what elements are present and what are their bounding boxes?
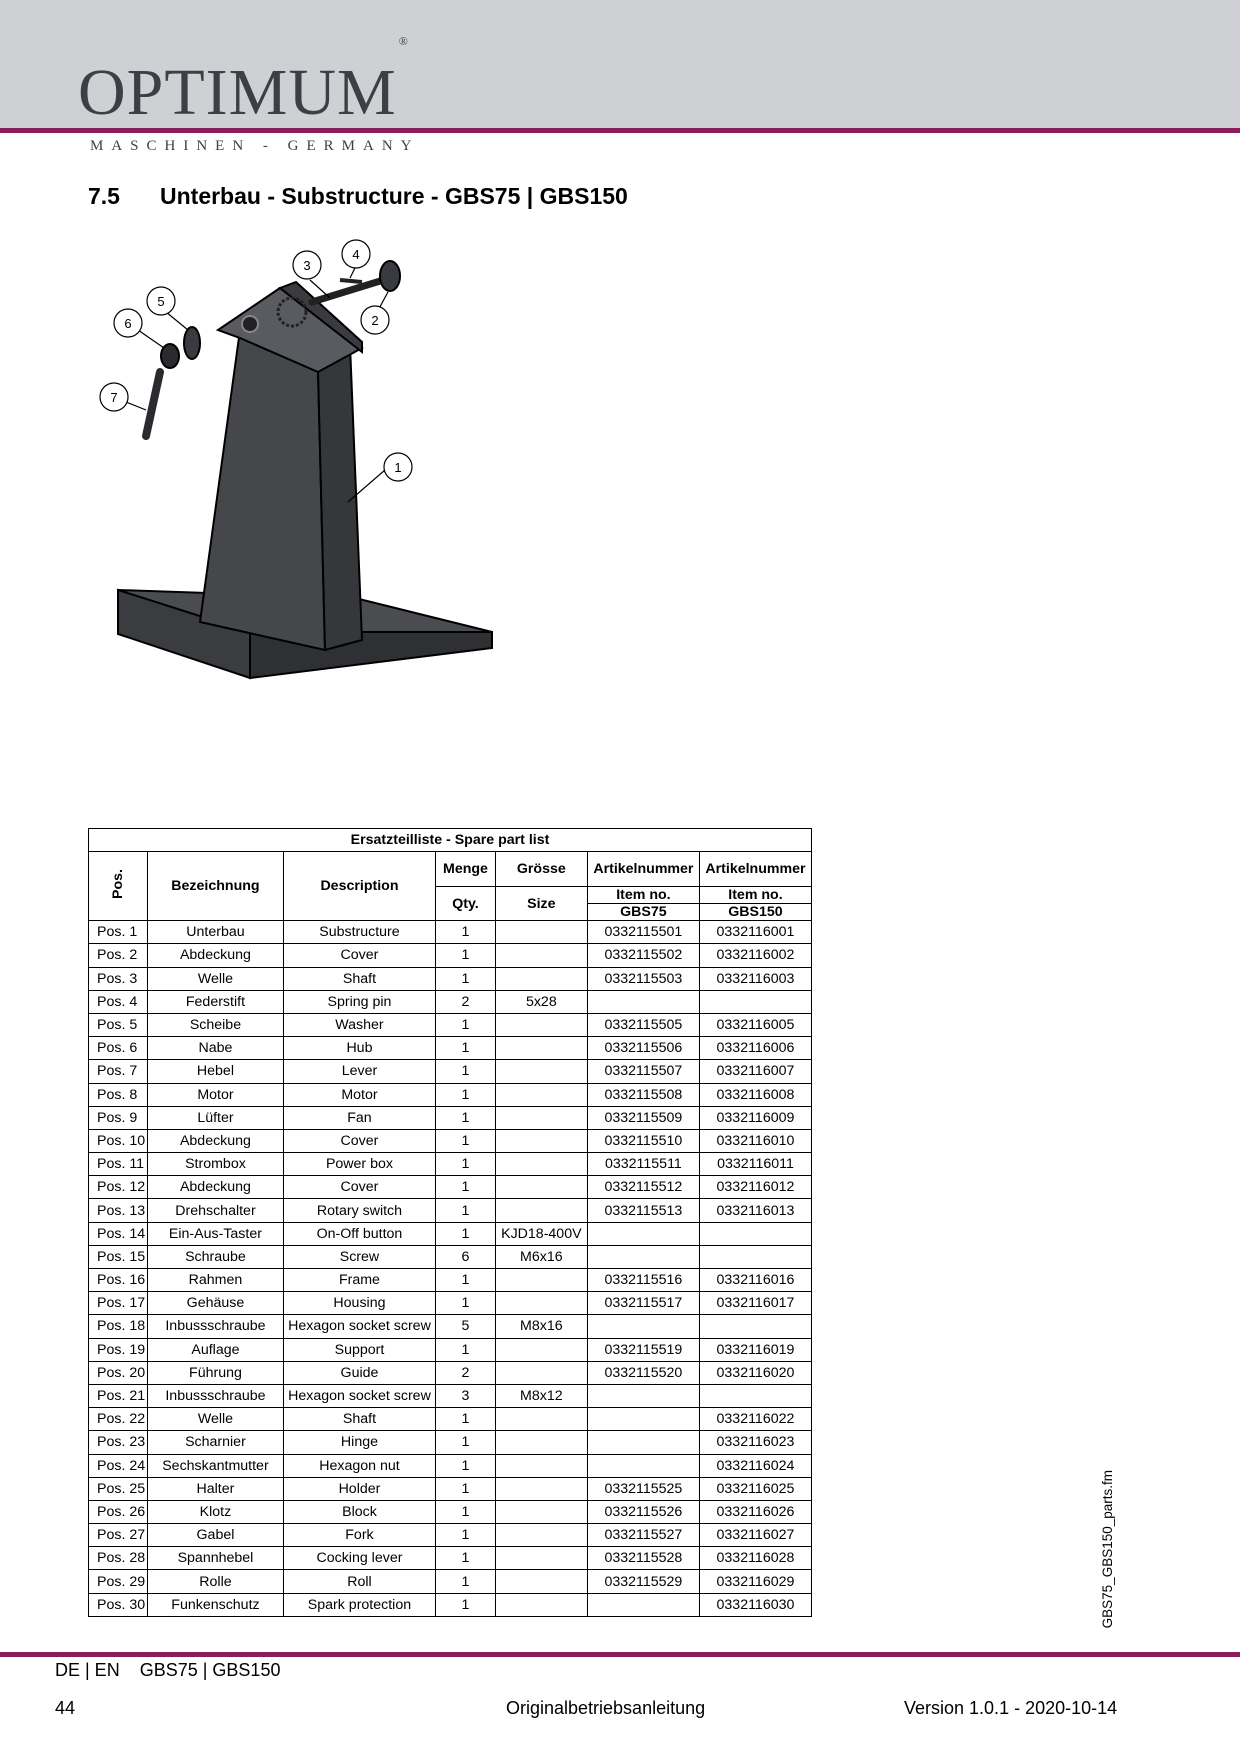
col-header-model-gbs75: GBS75 [587,904,699,921]
cell-item-gbs150 [699,1315,811,1338]
section-title [88,183,628,210]
spare-parts-table [88,828,812,1617]
brand-tagline: MASCHINEN - GERMANY [90,138,420,154]
cell-pos: Pos. 9 [89,1106,148,1129]
footer-document-type: Originalbetriebsanleitung [506,1698,706,1718]
cell-item-gbs75: 0332115502 [587,944,699,967]
footer-languages: DE | EN GBS75 | GBS150 [55,1660,281,1680]
cell-description: Roll [283,1570,435,1593]
cell-item-gbs75: 0332115528 [587,1547,699,1570]
cell-description: Cocking lever [283,1547,435,1570]
cell-item-gbs75 [587,1454,699,1477]
table-title: Ersatzteilliste - Spare part list [89,829,812,852]
svg-text:2: 2 [371,313,379,328]
svg-text:1: 1 [394,460,402,475]
cell-item-gbs75: 0332115501 [587,921,699,944]
cell-item-gbs75: 0332115508 [587,1083,699,1106]
cell-qty: 1 [436,1454,496,1477]
cell-bezeichnung: Hebel [148,1060,284,1083]
callout-5 [147,287,188,330]
cell-item-gbs75: 0332115505 [587,1013,699,1036]
cell-size [495,1153,587,1176]
cell-qty: 1 [436,1570,496,1593]
cell-item-gbs75 [587,1222,699,1245]
cell-item-gbs150 [699,1245,811,1268]
cell-size [495,1129,587,1152]
section-heading: Unterbau - Substructure - GBS75 | GBS150 [160,183,628,209]
cell-item-gbs150: 0332116020 [699,1361,811,1384]
cell-size [495,921,587,944]
svg-text:6: 6 [124,316,132,331]
cell-bezeichnung: Halter [148,1477,284,1500]
lever [146,372,160,436]
cell-bezeichnung: Federstift [148,990,284,1013]
cell-description: Block [283,1500,435,1523]
cell-item-gbs75: 0332115512 [587,1176,699,1199]
svg-text:7: 7 [110,390,118,405]
table-row [89,1315,812,1338]
col-header-item-gbs75: Item no. [587,887,699,904]
cell-item-gbs150: 0332116013 [699,1199,811,1222]
cell-description: Cover [283,944,435,967]
cell-pos: Pos. 13 [89,1199,148,1222]
cell-pos: Pos. 14 [89,1222,148,1245]
cell-item-gbs75 [587,1245,699,1268]
cell-item-gbs75: 0332115506 [587,1037,699,1060]
cell-pos: Pos. 17 [89,1292,148,1315]
cell-pos: Pos. 11 [89,1153,148,1176]
cell-bezeichnung: Führung [148,1361,284,1384]
cell-pos: Pos. 30 [89,1593,148,1616]
cell-item-gbs75: 0332115517 [587,1292,699,1315]
cell-qty: 1 [436,1500,496,1523]
cell-item-gbs75 [587,1315,699,1338]
cell-qty: 2 [436,990,496,1013]
exploded-view-drawing [100,247,520,780]
hub-right [380,261,400,291]
cell-description: On-Off button [283,1222,435,1245]
callout-1 [348,453,412,502]
cell-item-gbs75: 0332115503 [587,967,699,990]
cell-size [495,1454,587,1477]
cell-qty: 1 [436,1269,496,1292]
table-row [89,1500,812,1523]
footer-accent-line [0,1652,1240,1657]
cell-size [495,1338,587,1361]
cell-description: Fork [283,1524,435,1547]
cell-bezeichnung: Welle [148,1408,284,1431]
table-row [89,1106,812,1129]
cell-qty: 1 [436,1176,496,1199]
col-header-menge: Menge [436,852,496,887]
cell-description: Substructure [283,921,435,944]
cell-bezeichnung: Nabe [148,1037,284,1060]
col-header-size: Size [495,887,587,921]
cell-bezeichnung: Gehäuse [148,1292,284,1315]
cell-description: Rotary switch [283,1199,435,1222]
cell-size [495,1176,587,1199]
cell-qty: 1 [436,1292,496,1315]
cell-size [495,1547,587,1570]
cell-size: M8x16 [495,1315,587,1338]
cell-pos: Pos. 5 [89,1013,148,1036]
cell-qty: 1 [436,1199,496,1222]
section-number: 7.5 [88,183,120,209]
cell-item-gbs150: 0332116011 [699,1153,811,1176]
cell-pos: Pos. 8 [89,1083,148,1106]
cell-bezeichnung: Lüfter [148,1106,284,1129]
cell-pos: Pos. 24 [89,1454,148,1477]
cell-qty: 1 [436,921,496,944]
cell-item-gbs150: 0332116026 [699,1500,811,1523]
cell-size [495,1524,587,1547]
cell-description: Lever [283,1060,435,1083]
cell-qty: 1 [436,1083,496,1106]
cell-qty: 1 [436,1222,496,1245]
table-row [89,1037,812,1060]
cell-pos: Pos. 28 [89,1547,148,1570]
cell-description: Hexagon nut [283,1454,435,1477]
cell-pos: Pos. 12 [89,1176,148,1199]
parts-table-body [89,921,812,1617]
cell-item-gbs150: 0332116002 [699,944,811,967]
cell-size: 5x28 [495,990,587,1013]
cell-bezeichnung: Auflage [148,1338,284,1361]
cell-item-gbs150: 0332116003 [699,967,811,990]
cell-pos: Pos. 25 [89,1477,148,1500]
cell-item-gbs150 [699,990,811,1013]
cell-pos: Pos. 29 [89,1570,148,1593]
col-header-bezeichnung: Bezeichnung [148,852,284,921]
table-row [89,1361,812,1384]
cell-qty: 1 [436,1013,496,1036]
cell-qty: 3 [436,1384,496,1407]
cell-item-gbs150: 0332116025 [699,1477,811,1500]
table-row [89,1570,812,1593]
table-row [89,1477,812,1500]
cell-pos: Pos. 22 [89,1408,148,1431]
cell-size [495,1408,587,1431]
cell-size [495,1292,587,1315]
cell-item-gbs150: 0332116019 [699,1338,811,1361]
cell-description: Shaft [283,967,435,990]
cell-size [495,1013,587,1036]
cell-bezeichnung: Inbussschraube [148,1315,284,1338]
cell-pos: Pos. 1 [89,921,148,944]
cell-bezeichnung: Welle [148,967,284,990]
table-row [89,1431,812,1454]
cell-description: Support [283,1338,435,1361]
cell-pos: Pos. 19 [89,1338,148,1361]
cell-bezeichnung: Strombox [148,1153,284,1176]
cell-item-gbs75: 0332115510 [587,1129,699,1152]
cell-description: Spring pin [283,990,435,1013]
cell-description: Hexagon socket screw [283,1384,435,1407]
cell-bezeichnung: Inbussschraube [148,1384,284,1407]
cell-description: Spark protection [283,1593,435,1616]
svg-text:5: 5 [157,294,165,309]
cell-description: Fan [283,1106,435,1129]
cell-item-gbs150: 0332116022 [699,1408,811,1431]
table-row [89,990,812,1013]
cell-qty: 1 [436,1338,496,1361]
table-row [89,1013,812,1036]
file-name-label: GBS75_GBS150_parts.fm [1100,1470,1115,1629]
cell-qty: 1 [436,1431,496,1454]
cell-pos: Pos. 23 [89,1431,148,1454]
brand-logo: OPTIMUM® [78,34,409,129]
cell-item-gbs75 [587,1431,699,1454]
callout-4 [342,240,370,278]
cell-bezeichnung: Schraube [148,1245,284,1268]
cell-item-gbs75: 0332115526 [587,1500,699,1523]
cell-bezeichnung: Scharnier [148,1431,284,1454]
cell-qty: 5 [436,1315,496,1338]
cell-pos: Pos. 3 [89,967,148,990]
cell-item-gbs150: 0332116024 [699,1454,811,1477]
cell-item-gbs150: 0332116029 [699,1570,811,1593]
cell-bezeichnung: Scheibe [148,1013,284,1036]
cell-qty: 1 [436,1037,496,1060]
cell-size: KJD18-400V [495,1222,587,1245]
cell-item-gbs150: 0332116001 [699,921,811,944]
svg-text:4: 4 [352,247,360,262]
col-header-artikel-gbs75: Artikelnummer [587,852,699,887]
table-row [89,1593,812,1616]
cell-bezeichnung: Sechskantmutter [148,1454,284,1477]
cell-qty: 1 [436,1524,496,1547]
cell-description: Guide [283,1361,435,1384]
cell-item-gbs150: 0332116007 [699,1060,811,1083]
cell-qty: 1 [436,1106,496,1129]
cell-pos: Pos. 21 [89,1384,148,1407]
table-row [89,967,812,990]
cell-bezeichnung: Rahmen [148,1269,284,1292]
cell-qty: 1 [436,1408,496,1431]
cell-size: M8x12 [495,1384,587,1407]
cell-qty: 1 [436,1547,496,1570]
col-header-pos: Pos. [89,852,148,921]
cell-description: Housing [283,1292,435,1315]
table-row [89,1129,812,1152]
table-row [89,1524,812,1547]
cell-item-gbs75 [587,990,699,1013]
cell-item-gbs150: 0332116016 [699,1269,811,1292]
cell-bezeichnung: Spannhebel [148,1547,284,1570]
washer [184,327,200,359]
cell-size [495,1199,587,1222]
cell-description: Frame [283,1269,435,1292]
cell-qty: 1 [436,1477,496,1500]
cell-qty: 2 [436,1361,496,1384]
cell-item-gbs150 [699,1222,811,1245]
col-header-model-gbs150: GBS150 [699,904,811,921]
cell-bezeichnung: Abdeckung [148,944,284,967]
cell-bezeichnung: Funkenschutz [148,1593,284,1616]
table-row [89,1245,812,1268]
cell-bezeichnung: Abdeckung [148,1129,284,1152]
table-row [89,944,812,967]
table-row [89,1454,812,1477]
cell-description: Cover [283,1129,435,1152]
cell-item-gbs150: 0332116017 [699,1292,811,1315]
cell-item-gbs75: 0332115529 [587,1570,699,1593]
col-header-groesse: Grösse [495,852,587,887]
cell-item-gbs150: 0332116027 [699,1524,811,1547]
cell-qty: 1 [436,967,496,990]
col-header-qty: Qty. [436,887,496,921]
cell-item-gbs75 [587,1384,699,1407]
cell-size [495,1060,587,1083]
cell-item-gbs75: 0332115527 [587,1524,699,1547]
table-row [89,1176,812,1199]
cell-size [495,1593,587,1616]
cell-bezeichnung: Rolle [148,1570,284,1593]
table-row [89,1060,812,1083]
table-row [89,1384,812,1407]
cell-item-gbs75: 0332115525 [587,1477,699,1500]
shaft-bearing [242,316,258,332]
cell-size [495,1477,587,1500]
cell-pos: Pos. 4 [89,990,148,1013]
table-row [89,1408,812,1431]
table-row [89,1292,812,1315]
cell-size [495,1083,587,1106]
cell-description: Hub [283,1037,435,1060]
cell-bezeichnung: Abdeckung [148,1176,284,1199]
cell-pos: Pos. 15 [89,1245,148,1268]
cell-item-gbs150: 0332116005 [699,1013,811,1036]
callout-7 [100,383,146,411]
cell-size [495,1361,587,1384]
cell-item-gbs75: 0332115516 [587,1269,699,1292]
column-front [200,330,325,650]
cell-pos: Pos. 27 [89,1524,148,1547]
callout-2 [361,292,389,334]
cell-bezeichnung: Drehschalter [148,1199,284,1222]
cell-item-gbs75 [587,1593,699,1616]
cell-size [495,1037,587,1060]
cell-pos: Pos. 2 [89,944,148,967]
cell-bezeichnung: Motor [148,1083,284,1106]
cell-qty: 1 [436,1153,496,1176]
col-header-artikel-gbs150: Artikelnummer [699,852,811,887]
cell-size [495,1500,587,1523]
cell-size [495,1570,587,1593]
table-row [89,1083,812,1106]
cell-description: Holder [283,1477,435,1500]
cell-description: Cover [283,1176,435,1199]
cell-pos: Pos. 20 [89,1361,148,1384]
cell-pos: Pos. 18 [89,1315,148,1338]
cell-description: Screw [283,1245,435,1268]
cell-description: Power box [283,1153,435,1176]
cell-item-gbs75: 0332115513 [587,1199,699,1222]
cell-size [495,1106,587,1129]
svg-text:3: 3 [303,258,311,273]
col-header-description: Description [283,852,435,921]
cell-pos: Pos. 26 [89,1500,148,1523]
table-row [89,1269,812,1292]
cell-size [495,1431,587,1454]
table-row [89,1222,812,1245]
cell-item-gbs150: 0332116023 [699,1431,811,1454]
cell-item-gbs150: 0332116009 [699,1106,811,1129]
cell-description: Hexagon socket screw [283,1315,435,1338]
cell-item-gbs150: 0332116012 [699,1176,811,1199]
cell-item-gbs75: 0332115520 [587,1361,699,1384]
cell-pos: Pos. 10 [89,1129,148,1152]
cell-item-gbs150: 0332116030 [699,1593,811,1616]
table-row [89,1547,812,1570]
cell-description: Hinge [283,1431,435,1454]
cell-item-gbs150: 0332116010 [699,1129,811,1152]
cell-size [495,967,587,990]
page-number: 44 [55,1698,76,1718]
cell-bezeichnung: Unterbau [148,921,284,944]
cell-item-gbs150 [699,1384,811,1407]
cell-size [495,1269,587,1292]
cell-qty: 1 [436,1060,496,1083]
cell-pos: Pos. 7 [89,1060,148,1083]
cell-qty: 6 [436,1245,496,1268]
footer-version: Version 1.0.1 - 2020-10-14 [904,1698,1118,1718]
table-row [89,921,812,944]
cell-item-gbs150: 0332116006 [699,1037,811,1060]
cell-size [495,944,587,967]
cell-pos: Pos. 6 [89,1037,148,1060]
col-header-item-gbs150: Item no. [699,887,811,904]
cell-qty: 1 [436,1593,496,1616]
cell-bezeichnung: Klotz [148,1500,284,1523]
cell-description: Shaft [283,1408,435,1431]
cell-item-gbs75 [587,1408,699,1431]
cell-pos: Pos. 16 [89,1269,148,1292]
cell-qty: 1 [436,1129,496,1152]
spring-pin [340,280,362,282]
cell-item-gbs75: 0332115509 [587,1106,699,1129]
table-row [89,1338,812,1361]
cell-description: Motor [283,1083,435,1106]
cell-size: M6x16 [495,1245,587,1268]
cell-item-gbs75: 0332115519 [587,1338,699,1361]
cell-description: Washer [283,1013,435,1036]
cell-item-gbs150: 0332116008 [699,1083,811,1106]
cell-qty: 1 [436,944,496,967]
cell-bezeichnung: Ein-Aus-Taster [148,1222,284,1245]
cell-item-gbs75: 0332115507 [587,1060,699,1083]
cell-bezeichnung: Gabel [148,1524,284,1547]
cell-item-gbs150: 0332116028 [699,1547,811,1570]
column-side [318,345,362,650]
table-row [89,1199,812,1222]
table-row [89,1153,812,1176]
cell-item-gbs75: 0332115511 [587,1153,699,1176]
